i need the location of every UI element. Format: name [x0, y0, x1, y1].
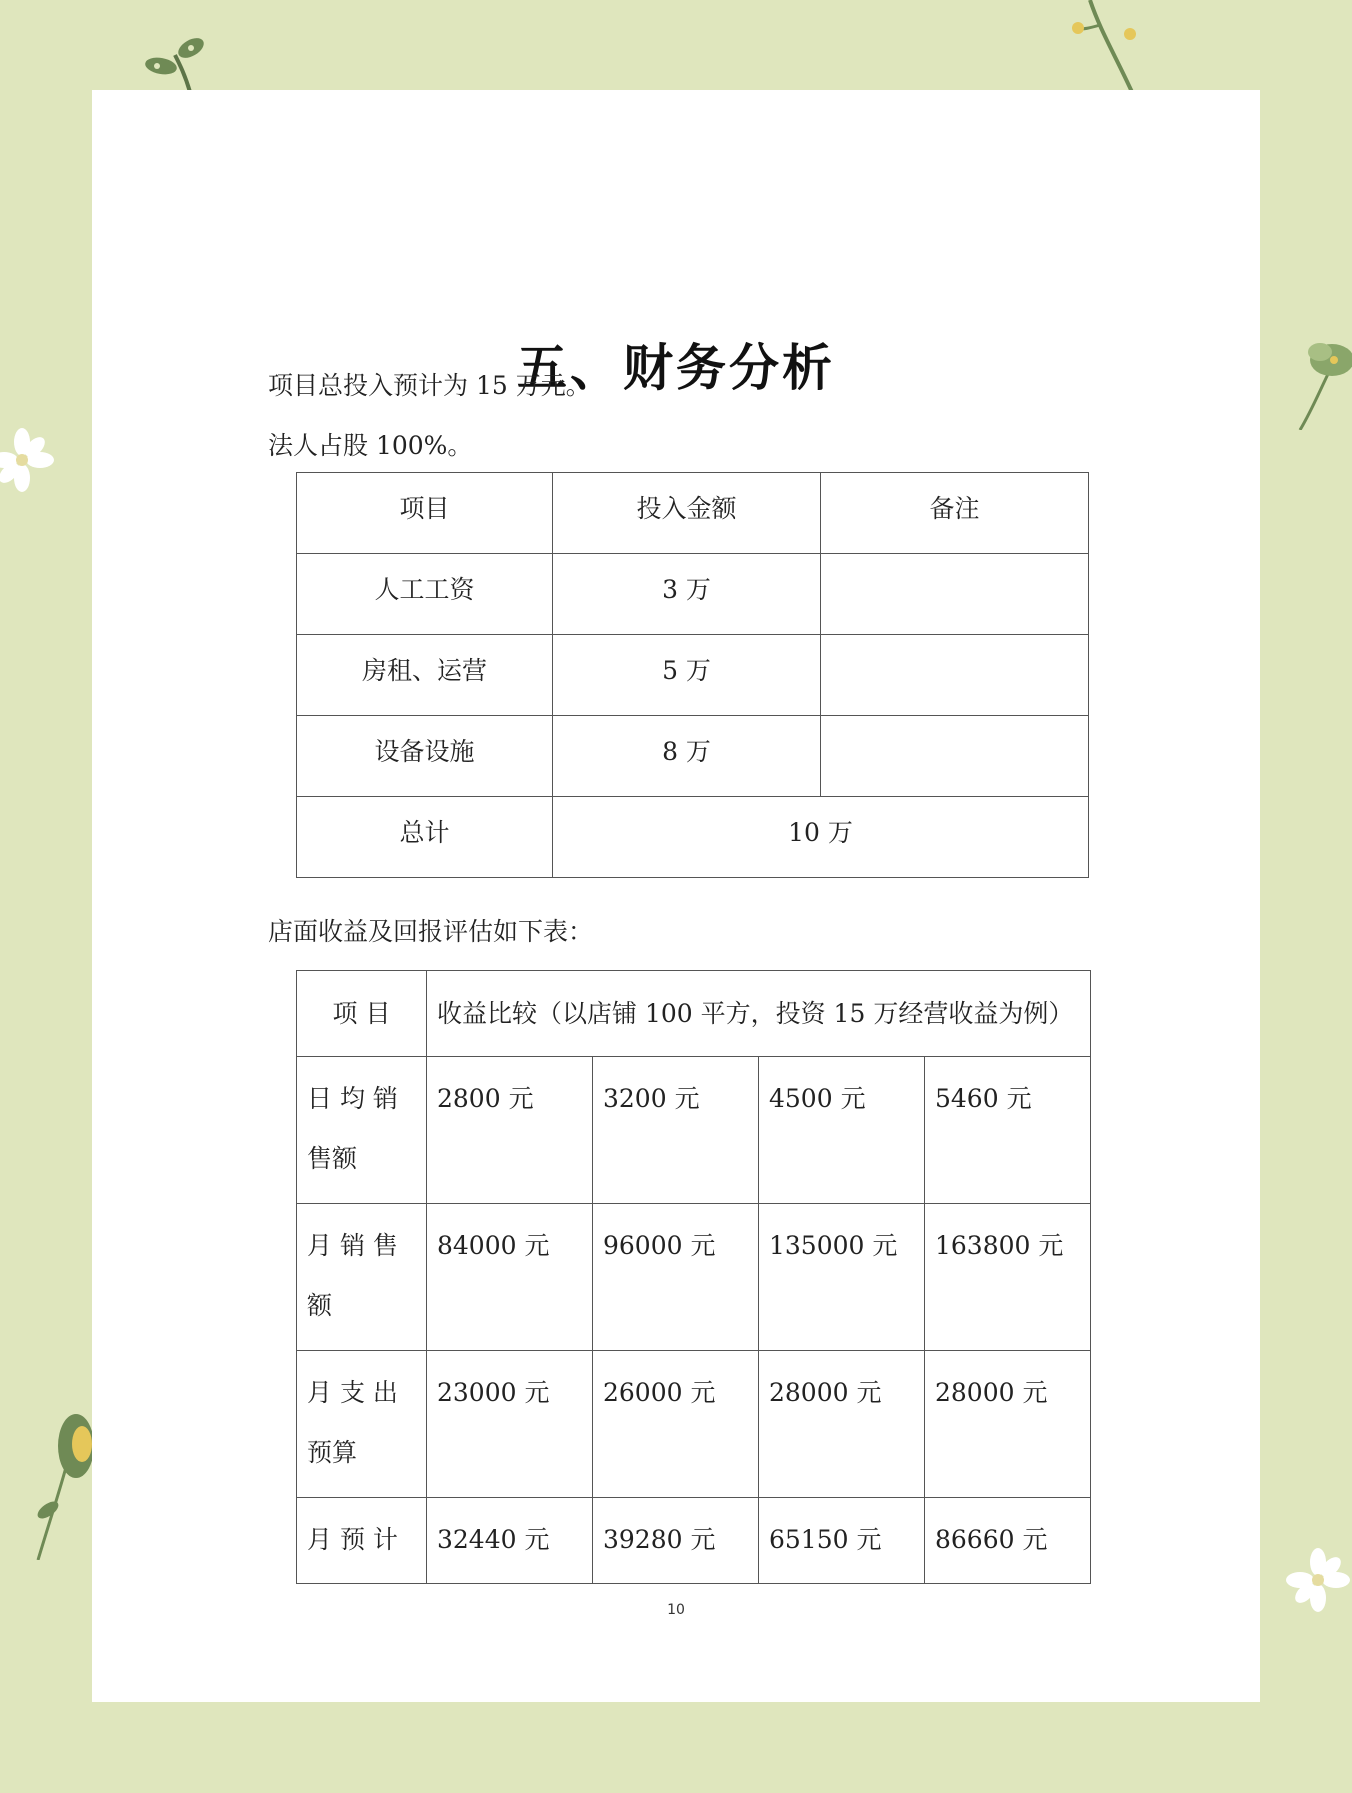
header-cell-amount: 投入金额 — [553, 473, 821, 554]
value-cell: 5460 元 — [925, 1057, 1091, 1204]
total-label-cell: 总计 — [297, 797, 553, 878]
item-cell: 设备设施 — [297, 716, 553, 797]
note-cell — [821, 716, 1089, 797]
value-cell: 86660 元 — [925, 1498, 1091, 1584]
returns-intro-paragraph: 店面收益及回报评估如下表： — [268, 917, 594, 946]
value-cell: 84000 元 — [427, 1204, 593, 1351]
row-label-cell — [297, 1057, 427, 1204]
table-row — [297, 1498, 1091, 1584]
table-header-row — [297, 971, 1091, 1057]
amount-cell: 3 万 — [553, 554, 821, 635]
leaf-flower-right-icon — [1290, 330, 1352, 430]
returns-table — [296, 970, 1091, 1584]
value-cell: 135000 元 — [759, 1204, 925, 1351]
document-page — [92, 90, 1260, 1702]
row-label-line: 预算 — [307, 1438, 358, 1467]
value-cell: 96000 元 — [593, 1204, 759, 1351]
item-cell: 人工工资 — [297, 554, 553, 635]
table-row — [297, 1351, 1091, 1498]
value-cell: 32440 元 — [427, 1498, 593, 1584]
note-cell — [821, 635, 1089, 716]
branch-top-right-icon — [1060, 0, 1150, 92]
daisy-left-icon — [0, 420, 60, 500]
investment-table — [296, 472, 1089, 878]
value-cell: 26000 元 — [593, 1351, 759, 1498]
row-label-line: 月 销 售 — [307, 1231, 398, 1260]
header-cell-compare: 收益比较（以店铺 100 平方，投资 15 万经营收益为例） — [427, 971, 1091, 1057]
row-label-line: 月 支 出 — [307, 1378, 398, 1407]
page-title: 五、财务分析 — [517, 339, 835, 397]
table-header-row — [297, 473, 1089, 554]
value-cell: 39280 元 — [593, 1498, 759, 1584]
note-cell — [821, 554, 1089, 635]
sprout-top-left-icon — [135, 30, 215, 92]
value-cell: 4500 元 — [759, 1057, 925, 1204]
page-number: 10 — [667, 1602, 685, 1618]
table-row — [297, 635, 1089, 716]
row-label-cell: 月 预 计 — [297, 1498, 427, 1584]
total-row — [297, 797, 1089, 878]
row-label-cell — [297, 1351, 427, 1498]
value-cell: 28000 元 — [759, 1351, 925, 1498]
value-cell: 3200 元 — [593, 1057, 759, 1204]
table-row — [297, 716, 1089, 797]
row-label-line: 售额 — [307, 1144, 358, 1173]
equity-paragraph: 法人占股 100%。 — [268, 431, 473, 460]
amount-cell: 5 万 — [553, 635, 821, 716]
header-cell-note: 备注 — [821, 473, 1089, 554]
flower-bud-left-icon — [20, 1410, 92, 1560]
value-cell: 28000 元 — [925, 1351, 1091, 1498]
table-row — [297, 1057, 1091, 1204]
investment-paragraph: 项目总投入预计为 15 万元。 — [268, 371, 591, 400]
table-row — [297, 1204, 1091, 1351]
row-label-line: 额 — [307, 1291, 333, 1320]
table-row — [297, 554, 1089, 635]
daisy-right-icon — [1282, 1540, 1352, 1620]
row-label-cell — [297, 1204, 427, 1351]
value-cell: 163800 元 — [925, 1204, 1091, 1351]
value-cell: 65150 元 — [759, 1498, 925, 1584]
header-cell-item: 项目 — [297, 473, 553, 554]
value-cell: 2800 元 — [427, 1057, 593, 1204]
amount-cell: 8 万 — [553, 716, 821, 797]
item-cell: 房租、运营 — [297, 635, 553, 716]
row-label-line: 日 均 销 — [307, 1084, 398, 1113]
value-cell: 23000 元 — [427, 1351, 593, 1498]
header-cell-item: 项 目 — [297, 971, 427, 1057]
total-amount-cell: 10 万 — [553, 797, 1089, 878]
